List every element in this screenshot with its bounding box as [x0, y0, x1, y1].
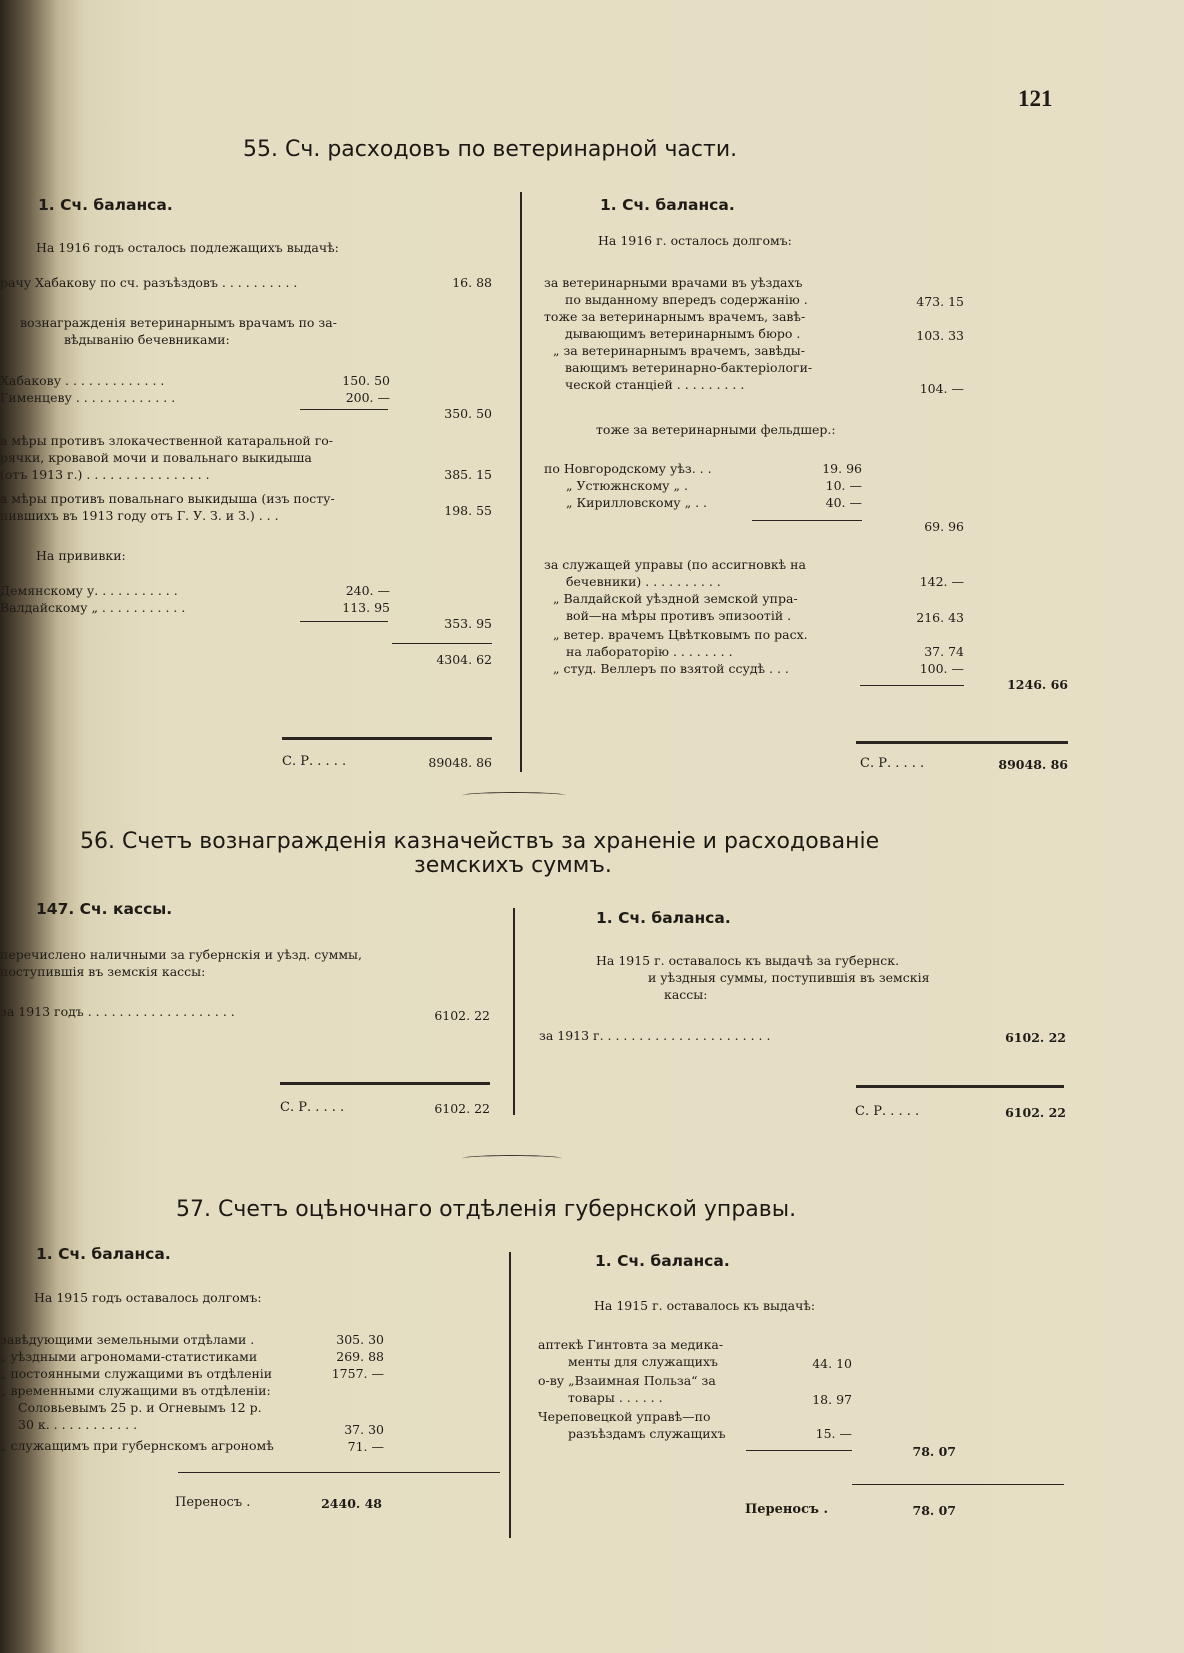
- sr-label: С. Р. . . . .: [855, 1104, 920, 1119]
- sec55-right-line: „ студ. Веллеръ по взятой ссудѣ . . .: [553, 661, 789, 676]
- subtotal: 350. 50: [444, 406, 492, 421]
- sr-amount: 6102. 22: [1005, 1105, 1066, 1120]
- sec55-left-line: Гименцеву . . . . . . . . . . . . .: [0, 390, 176, 405]
- sec55-right-line: тоже за ветеринарнымъ врачемъ, завѣ-: [544, 309, 806, 324]
- sec55-left-line: а мѣры противъ злокачественной катаральной го-: [0, 433, 334, 448]
- sec55-left-line: вознагражденія ветеринарнымъ врачамъ по за-: [20, 315, 337, 330]
- sec55-right-line: бечевники) . . . . . . . . . .: [566, 574, 721, 589]
- amount: 385. 15: [444, 467, 492, 482]
- total: 4304. 62: [436, 652, 492, 667]
- carry-rule: [852, 1484, 1064, 1485]
- total-rule: [860, 685, 964, 686]
- sec57-right-line: аптекѣ Гинтовта за медика-: [538, 1337, 724, 1352]
- amount: 142. —: [919, 574, 964, 589]
- amount: 240. —: [345, 583, 390, 598]
- sec55-right-line: „ ветер. врачемъ Цвѣтковымъ по расх.: [553, 627, 808, 642]
- amount: 6102. 22: [434, 1008, 490, 1023]
- sec57-right-line: менты для служащихъ: [568, 1354, 718, 1369]
- sec57-left-line: „ служащимъ при губернскомъ агрономѣ: [0, 1438, 274, 1453]
- sec57-right-line: разъѣздамъ служащихъ: [568, 1426, 726, 1441]
- section-55-title: 55. Сч. расходовъ по ветеринарной части.: [243, 137, 738, 162]
- sec55-left-line: а мѣры противъ повальнаго выкидыша (изъ посту-: [0, 491, 335, 506]
- sec57-right-intro: На 1915 г. оставалось къ выдачѣ:: [594, 1298, 816, 1313]
- total-rule: [392, 643, 492, 644]
- sec55-right-line: „ Кирилловскому „ . .: [566, 495, 707, 510]
- amount: 216. 43: [916, 610, 964, 625]
- sec55-right-line: по выданному впередъ содержанію .: [565, 292, 808, 307]
- amount: 19. 96: [822, 461, 862, 476]
- subtotal-rule: [300, 409, 388, 410]
- amount: 71. —: [347, 1439, 384, 1454]
- sec56-right-line: за 1913 г. . . . . . . . . . . . . . . . . . . . . .: [539, 1028, 771, 1043]
- subtotal: 353. 95: [444, 616, 492, 631]
- amount: 44. 10: [812, 1356, 852, 1371]
- sec57-left-line: завѣдующими земельными отдѣлами .: [0, 1332, 255, 1347]
- sec55-right-intro: На 1916 г. осталось долгомъ:: [598, 233, 792, 248]
- sec55-right-line: по Новгородскому уѣз. . .: [544, 461, 712, 476]
- sec55-right-line: на лабораторію . . . . . . . .: [566, 644, 733, 659]
- sec57-left-line: 30 к. . . . . . . . . . . .: [18, 1417, 138, 1432]
- amount: 37. 30: [344, 1422, 384, 1437]
- sec57-right-line: товары . . . . . .: [568, 1390, 663, 1405]
- sec55-left-line: Валдайскому „ . . . . . . . . . . .: [0, 600, 186, 615]
- amount: 150. 50: [342, 373, 390, 388]
- sr-amount: 89048. 86: [998, 757, 1068, 772]
- sec55-right-line: дывающимъ ветеринарнымъ бюро .: [565, 326, 801, 341]
- balance-rule: [856, 741, 1068, 744]
- sec57-left-heading: 1. Сч. баланса.: [36, 1245, 171, 1263]
- amount: 37. 74: [924, 644, 964, 659]
- sec56-right-line: кассы:: [664, 987, 708, 1002]
- sec55-left-line: рачу Хабакову по сч. разъѣздовъ . . . . . . . . . .: [0, 275, 298, 290]
- total: 78. 07: [912, 1444, 956, 1459]
- amount: 473. 15: [916, 294, 964, 309]
- sec57-right-line: о-ву „Взаимная Польза“ за: [538, 1373, 716, 1388]
- section-56-title-cont: земскихъ суммъ.: [414, 853, 612, 878]
- carry-label: Переносъ .: [745, 1502, 829, 1517]
- sec55-left-intro: На 1916 годъ осталось подлежащихъ выдачѣ:: [36, 240, 339, 255]
- carry-label: Переносъ .: [175, 1495, 251, 1510]
- amount: 15. —: [815, 1426, 852, 1441]
- amount: 305. 30: [336, 1332, 384, 1347]
- page-number: 121: [1018, 86, 1053, 111]
- amount: 6102. 22: [1005, 1030, 1066, 1045]
- sec55-right-line: вающимъ ветеринарно-бактеріологи-: [565, 360, 813, 375]
- sec57-left-line: „ уѣздными агрономами-статистиками: [0, 1349, 258, 1364]
- carry-rule: [178, 1472, 500, 1473]
- sec55-right-line: ческой станціей . . . . . . . . .: [565, 377, 745, 392]
- sec55-left-line: На прививки:: [36, 548, 126, 563]
- sec56-right-heading: 1. Сч. баланса.: [596, 909, 731, 927]
- sec55-right-line: тоже за ветеринарными фельдшер.:: [596, 422, 836, 437]
- sr-label: С. Р. . . . .: [280, 1100, 345, 1115]
- sec56-left-line: за 1913 годъ . . . . . . . . . . . . . . . . . . .: [0, 1004, 235, 1019]
- sr-label: С. Р. . . . .: [860, 756, 925, 771]
- balance-rule: [856, 1085, 1064, 1088]
- sec55-left-line: пившихъ въ 1913 году отъ Г. У. З. и З.) . . .: [0, 508, 279, 523]
- sr-amount: 6102. 22: [434, 1101, 490, 1116]
- sr-amount: 89048. 86: [428, 755, 492, 770]
- sec56-right-line: На 1915 г. оставалось къ выдачѣ за губернск.: [596, 953, 900, 968]
- sec57-right-heading: 1. Сч. баланса.: [595, 1252, 730, 1270]
- subtotal-rule: [746, 1450, 852, 1451]
- column-divider: [520, 192, 522, 772]
- amount: 269. 88: [336, 1349, 384, 1364]
- subtotal: 69. 96: [924, 519, 964, 534]
- carry-amount: 2440. 48: [321, 1496, 382, 1511]
- sec56-left-heading: 147. Сч. кассы.: [36, 900, 173, 918]
- amount: 100. —: [919, 661, 964, 676]
- total: 1246. 66: [1007, 677, 1068, 692]
- amount: 113. 95: [342, 600, 390, 615]
- sec57-left-line: „ постоянными служащими въ отдѣленіи: [0, 1366, 273, 1381]
- section-divider-ornament: [462, 1155, 562, 1162]
- amount: 40. —: [825, 495, 862, 510]
- sec55-right-line: вой—на мѣры противъ эпизоотій .: [566, 608, 792, 623]
- sec57-right-line: Череповецкой управѣ—по: [538, 1409, 711, 1424]
- balance-rule: [282, 737, 492, 740]
- sec57-left-line: Соловьевымъ 25 р. и Огневымъ 12 р.: [18, 1400, 262, 1415]
- subtotal-rule: [752, 520, 862, 521]
- sec55-right-line: за ветеринарными врачами въ уѣздахъ: [544, 275, 803, 290]
- column-divider: [513, 908, 515, 1115]
- subtotal-rule: [300, 621, 388, 622]
- sec55-right-line: „ Устюжнскому „ .: [566, 478, 688, 493]
- sec55-right-line: за служащей управы (по ассигновкѣ на: [544, 557, 806, 572]
- sr-label: С. Р. . . . .: [282, 754, 347, 769]
- amount: 104. —: [919, 381, 964, 396]
- carry-amount: 78. 07: [912, 1503, 956, 1518]
- amount: 10. —: [825, 478, 862, 493]
- sec55-left-heading: 1. Сч. баланса.: [38, 196, 173, 214]
- sec57-left-line: „ временными служащими въ отдѣленіи:: [0, 1383, 271, 1398]
- sec55-left-line: (отъ 1913 г.) . . . . . . . . . . . . . . . .: [0, 467, 210, 482]
- section-divider-ornament: [462, 792, 566, 799]
- column-divider: [509, 1252, 511, 1538]
- sec55-left-line: Демянскому у. . . . . . . . . . .: [0, 583, 178, 598]
- sec56-right-line: и уѣздныя суммы, поступившія въ земскія: [648, 970, 930, 985]
- section-57-title: 57. Счетъ оцѣночнаго отдѣленія губернской управы.: [176, 1197, 797, 1222]
- sec55-right-line: „ за ветеринарнымъ врачемъ, завѣды-: [553, 343, 805, 358]
- sec57-left-intro: На 1915 годъ оставалось долгомъ:: [34, 1290, 262, 1305]
- sec55-left-line: вѣдыванію бечевниками:: [64, 332, 230, 347]
- amount: 18. 97: [812, 1392, 852, 1407]
- amount: 16. 88: [452, 275, 492, 290]
- sec55-left-line: рячки, кровавой мочи и повальнаго выкидыша: [0, 450, 312, 465]
- sec55-left-line: Хабакову . . . . . . . . . . . . .: [0, 373, 165, 388]
- amount: 200. —: [345, 390, 390, 405]
- amount: 103. 33: [916, 328, 964, 343]
- sec55-right-heading: 1. Сч. баланса.: [600, 196, 735, 214]
- sec56-left-line: перечислено наличными за губернскія и уѣзд. суммы,: [0, 947, 362, 962]
- section-56-title: 56. Счетъ вознагражденія казначействъ за храненіе и расходованіе: [80, 829, 880, 854]
- sec56-left-line: поступившія въ земскія кассы:: [0, 964, 206, 979]
- amount: 1757. —: [331, 1366, 384, 1381]
- amount: 198. 55: [444, 503, 492, 518]
- balance-rule: [280, 1082, 490, 1085]
- sec55-right-line: „ Валдайской уѣздной земской упра-: [553, 591, 798, 606]
